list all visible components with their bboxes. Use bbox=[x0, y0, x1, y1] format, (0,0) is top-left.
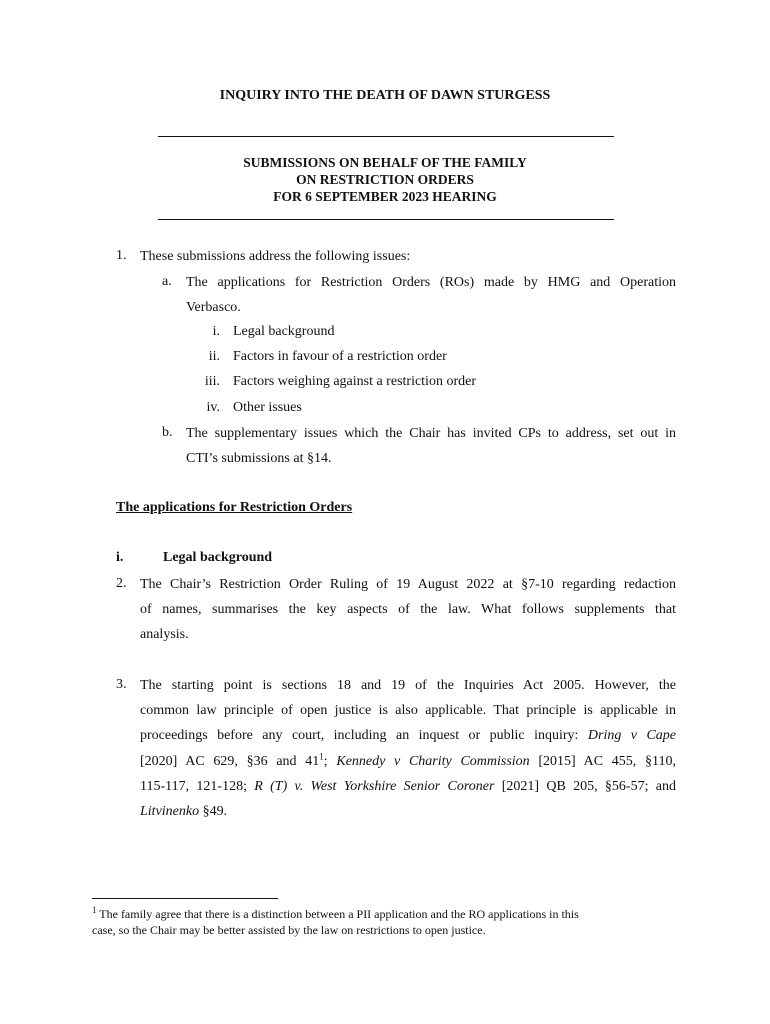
roman-numeral: i. bbox=[212, 324, 220, 339]
paragraph-number: 1. bbox=[116, 248, 127, 263]
paragraph-3-text: The starting point is sections 18 and 19 of the Inquiries Act 2005. However, the common law principle of open justice is also applicable. That principle is applicable in proceedings before any court, including an inquest or public inquiry: Dring v Cape [2020] AC 629, §36 and $41^1$; Kennedy v Charity Commission [2015] AC 455, §110, 115-117, 121-128; R (T) v. West Yorkshire Senior Coroner [2021] QB 205, §56-57; and Litvinenko §49. bbox=[140, 678, 677, 819]
list-item: Legal background bbox=[233, 324, 335, 339]
list-item: Other issues bbox=[233, 400, 302, 415]
list-label-a: a. bbox=[162, 274, 172, 289]
roman-numeral: iii. bbox=[204, 374, 220, 389]
roman-numeral: ii. bbox=[208, 349, 220, 364]
page-title: INQUIRY INTO THE DEATH OF DAWN STURGESS bbox=[219, 88, 551, 103]
subheading-number: i. bbox=[116, 550, 124, 565]
divider-bottom bbox=[158, 219, 614, 220]
section-heading: The applications for Restriction Orders bbox=[116, 500, 353, 515]
list-item-a: The applications for Restriction Orders (ROs) made by HMG and Operation Verbasco. bbox=[186, 275, 676, 316]
roman-numeral: iv. bbox=[206, 400, 220, 415]
list-item: Factors in favour of a restriction order bbox=[233, 349, 447, 364]
footnote: $^1$ The family agree that there is a distinction between a PII application and the RO applications in this case, so the Chair may be better assisted by the law on restrictions to open justice. bbox=[92, 905, 579, 937]
list-item: Factors weighing against a restriction order bbox=[233, 374, 476, 389]
paragraph-2-text: The Chair’s Restriction Order Ruling of 19 August 2022 at §7-10 regarding redaction of names, summarises the key aspects of the law. What follows supplements that analysis. bbox=[140, 577, 676, 643]
list-label-b: b. bbox=[162, 425, 173, 440]
subheading-text: Legal background bbox=[163, 550, 273, 565]
divider-top bbox=[158, 136, 614, 137]
paragraph-number: 3. bbox=[116, 677, 127, 692]
paragraph-1-text: These submissions address the following issues: bbox=[140, 249, 411, 264]
footnote-divider bbox=[92, 898, 278, 899]
subtitle-line-2: ON RESTRICTION ORDERS bbox=[296, 172, 474, 187]
subtitle-line-3: FOR 6 SEPTEMBER 2023 HEARING bbox=[273, 189, 497, 204]
paragraph-number: 2. bbox=[116, 576, 127, 591]
list-item-b: The supplementary issues which the Chair has invited CPs to address, set out in CTI’s submissions at §14. bbox=[186, 426, 676, 467]
subtitle-line-1: SUBMISSIONS ON BEHALF OF THE FAMILY bbox=[243, 155, 527, 170]
